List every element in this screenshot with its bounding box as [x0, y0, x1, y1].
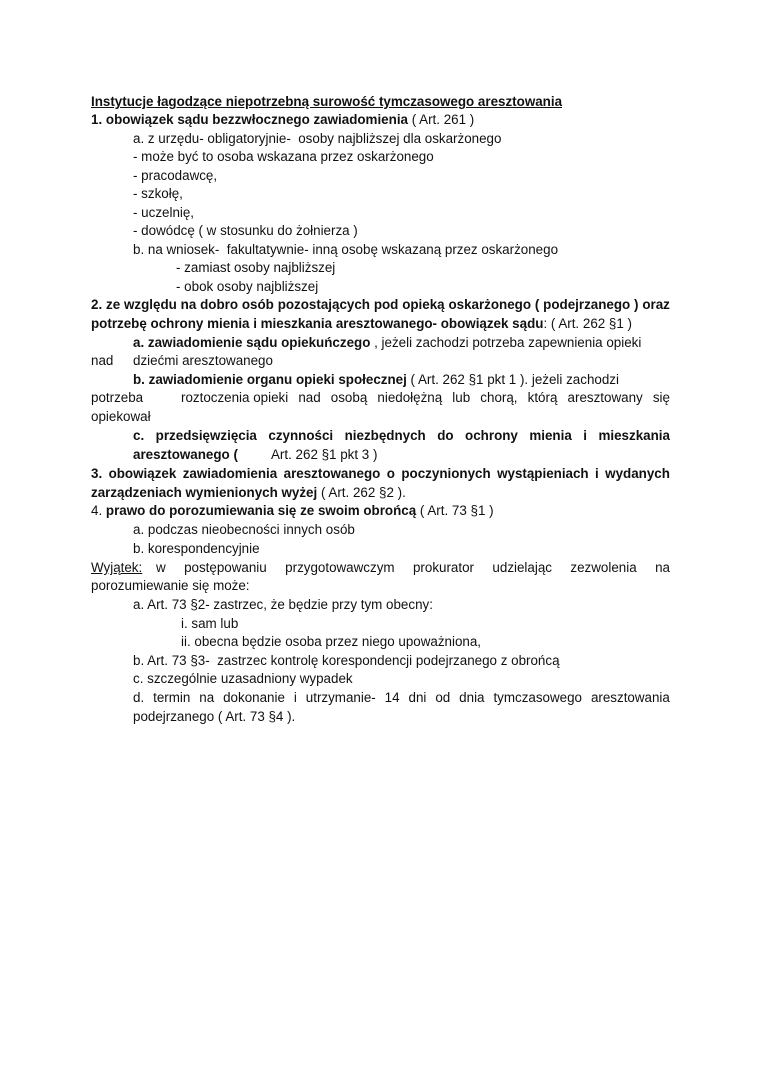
word: i [293, 690, 297, 705]
section-2-item-a-cont-2: dziećmi aresztowanego [133, 353, 273, 368]
word: obowiązek [108, 466, 177, 481]
section-1-item-b: b. na wniosek- fakultatywnie- inną osobę wskazaną przez oskarżonego [133, 242, 559, 257]
word: na [180, 297, 197, 312]
exception-item-b: b. Art. 73 §3- zastrzec kontrolę korespondencji podejrzanego z obrońcą [133, 653, 560, 668]
word: niezbędnych [344, 428, 426, 443]
word: termin [153, 690, 191, 705]
word: się [652, 390, 670, 405]
exception-item-d-line-2: podejrzanego ( Art. 73 §4 ). [133, 709, 296, 724]
section-4-heading-bold: prawo do porozumiewania się ze swoim obrońcą [105, 503, 417, 518]
section-4-heading-ref: ( Art. 73 §1 ) [416, 503, 494, 518]
section-1-item-a-5: - dowódcę ( w stosunku do żołnierza ) [133, 223, 358, 238]
section-2-item-a-cont-1: nad [91, 353, 114, 368]
exception-item-a: a. Art. 73 §2- zastrzec, że będzie przy tym obecny: [133, 597, 433, 612]
word: oskarżonego [448, 297, 532, 312]
section-2-heading-ref: : ( Art. 262 §1 ) [543, 316, 633, 331]
word: d. [133, 690, 145, 705]
section-1-item-a: a. z urzędu- obligatoryjnie- osoby najbliższej dla oskarżonego [133, 131, 502, 146]
word: nad [298, 390, 321, 405]
section-2-item-a-text: , jeżeli zachodzi potrzeba zapewnienia opieki [370, 335, 642, 350]
section-2-heading-line-1 [91, 296, 670, 314]
section-3-heading-line-2 [91, 484, 406, 502]
word: niedołężną [377, 390, 443, 405]
word: opieką [402, 297, 445, 312]
word: udzielając [492, 560, 552, 575]
word: utrzymanie- [305, 690, 376, 705]
section-3-heading-ref: ( Art. 262 §2 ). [317, 485, 406, 500]
word: ze [106, 297, 121, 312]
word: ( [534, 297, 540, 312]
word: od [435, 690, 451, 705]
word: lub [452, 390, 471, 405]
word: aresztowany [567, 390, 643, 405]
word: osobą [330, 390, 368, 405]
word: i [583, 428, 587, 443]
exception-line-1 [156, 559, 670, 577]
word: aresztowania [590, 690, 670, 705]
section-2-item-b-w0: potrzeba [91, 390, 144, 405]
word: na [655, 560, 670, 575]
word: przygotowawczym [285, 560, 395, 575]
word: którą [527, 390, 558, 405]
section-2-item-c-bold: aresztowanego ( [133, 447, 238, 462]
word: dni [408, 690, 427, 705]
exception-item-c: c. szczególnie uzasadniony wypadek [133, 671, 353, 686]
word: dnia [459, 690, 485, 705]
section-2-item-b-line-2 [181, 389, 670, 407]
section-4-number: 4. [91, 503, 106, 518]
section-2-item-a-bold: a. zawiadomienie sądu opiekuńczego [133, 335, 371, 350]
word: przedsięwzięcia [155, 428, 257, 443]
word: dokonanie [223, 690, 285, 705]
word: mieszkania [598, 428, 670, 443]
exception-item-a-ii: ii. obecna będzie osoba przez niego upoważniona, [181, 634, 482, 649]
document-title: Instytucje łagodzące niepotrzebną surowość tymczasowego aresztowania [91, 94, 563, 109]
section-2-item-b-line-3: opiekował [91, 409, 151, 424]
section-1-item-a-1: - może być to osoba wskazana przez oskarżonego [133, 149, 434, 164]
section-1-item-a-4: - uczelnię, [133, 205, 195, 220]
word: 2. [91, 297, 103, 312]
section-1-item-a-3: - szkołę, [133, 186, 183, 201]
section-2-item-b-text: ( Art. 262 §1 pkt 1 ). jeżeli zachodzi [406, 372, 619, 387]
word: aresztowanego [283, 466, 381, 481]
section-1-item-a-2: - pracodawcę, [133, 168, 218, 183]
word: postępowaniu [184, 560, 267, 575]
word: poczynionych [401, 466, 491, 481]
section-1-heading [91, 111, 474, 129]
word: o [386, 466, 395, 481]
word: wystąpieniach [497, 466, 589, 481]
section-2-item-a [133, 334, 641, 352]
word: względu [123, 297, 177, 312]
word: c. [133, 428, 145, 443]
word: pod [373, 297, 399, 312]
section-3-heading-line-1 [91, 465, 670, 483]
section-4-heading [91, 502, 494, 520]
word: czynności [268, 428, 334, 443]
section-1-heading-ref: ( Art. 261 ) [407, 112, 475, 127]
word: na [199, 690, 215, 705]
section-1-heading-bold: 1. obowiązek sądu bezzwłocznego zawiadomienia [91, 112, 408, 127]
section-2-item-b [133, 371, 619, 389]
section-2-item-c-ref: Art. 262 §1 pkt 3 ) [271, 447, 378, 462]
word: do [437, 428, 454, 443]
section-1-item-b-1: - zamiast osoby najbliższej [176, 260, 336, 275]
word: mienia [529, 428, 572, 443]
exception-item-a-i: i. sam lub [181, 616, 239, 631]
word: prokurator [412, 560, 474, 575]
word: wydanych [605, 466, 670, 481]
section-4-item-a: a. podczas nieobecności innych osób [133, 522, 355, 537]
section-3-heading-bold: zarządzeniach wymienionych wyżej [91, 485, 318, 500]
section-2-item-b-bold: b. zawiadomienie organu opieki społecznej [133, 372, 407, 387]
word: dobro [200, 297, 239, 312]
word: oraz [642, 297, 670, 312]
section-4-item-b: b. korespondencyjnie [133, 541, 260, 556]
word: ochrony [465, 428, 518, 443]
word: i [595, 466, 599, 481]
section-1-item-b-2: - obok osoby najbliższej [176, 279, 319, 294]
word: zezwolenia [570, 560, 637, 575]
exception-line-2: porozumiewanie się może: [91, 578, 250, 593]
word: 14 [384, 690, 400, 705]
exception-item-d-line-1 [133, 689, 670, 707]
word: zawiadomienia [182, 466, 278, 481]
section-2-heading-bold: potrzebę ochrony mienia i mieszkania aresztowanego- obowiązek sądu [91, 316, 544, 331]
word: podejrzanego [543, 297, 631, 312]
section-2-heading-line-2 [91, 315, 632, 333]
word: roztoczenia opieki [181, 390, 289, 405]
word: osób [241, 297, 274, 312]
word: chorą, [480, 390, 518, 405]
exception-label: Wyjątek: [91, 560, 143, 575]
word: w [156, 560, 166, 575]
word: pozostających [277, 297, 370, 312]
word: tymczasowego [493, 690, 583, 705]
section-2-item-c-line-1 [133, 427, 670, 445]
word: 3. [91, 466, 103, 481]
word: ) [634, 297, 639, 312]
